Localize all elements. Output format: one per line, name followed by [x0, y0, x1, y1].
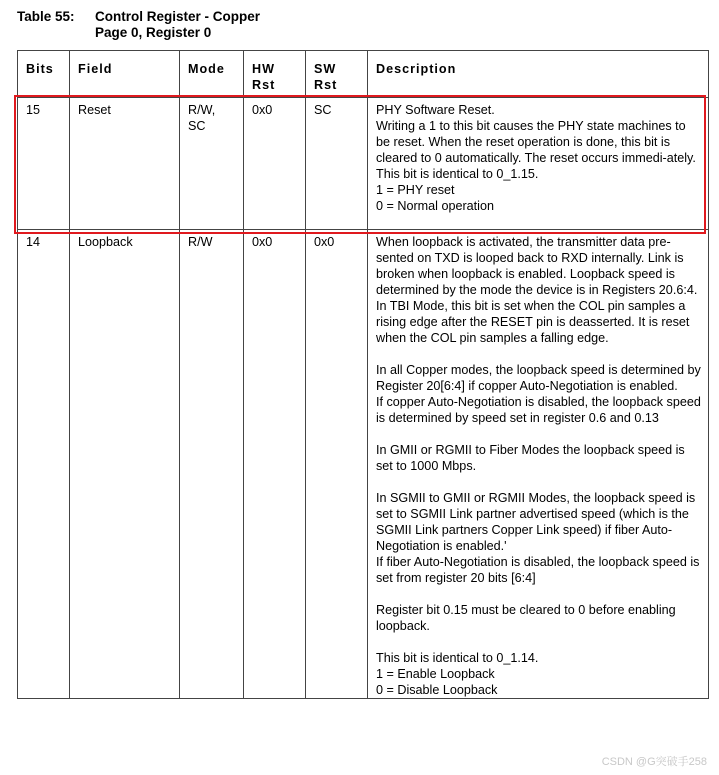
cell-mode: R/W, SC	[180, 98, 244, 230]
description-line: Writing a 1 to this bit causes the PHY state machines to be reset. When the reset operation is done, this bit is cleared to 0 automatically. The reset occurs immedi-ately.	[376, 119, 696, 165]
header-bits: Bits	[18, 51, 70, 98]
cell-hw-rst: 0x0	[244, 230, 306, 699]
description-paragraph: In SGMII to GMII or RGMII Modes, the loopback speed is set to SGMII Link partner advertised speed (which is the SGMII Link partners Copper Link speed) if fiber Auto-Negotiation is enabled.' If fiber Auto-Negotiation is disabled, the loopback speed is set from register 20 bits [6:4]	[376, 491, 700, 585]
watermark: CSDN @G突破手258	[601, 756, 707, 768]
description-line: 0 = Normal operation	[376, 199, 494, 213]
description-paragraph: When loopback is activated, the transmitter data pre-sented on TXD is looped back to RXD internally. Link is broken when loopback is enabled. Loopback speed is determined by the mode the device is in Registers 20.6:4. In TBI Mode, this bit is set when the COL pin samples a rising edge after the RESET pin is deasserted. It is reset when the COL pin samples a falling edge.	[376, 235, 698, 345]
cell-hw-rst: 0x0	[244, 98, 306, 230]
header-hw-rst: HW Rst	[244, 51, 306, 98]
description-paragraph: Register bit 0.15 must be cleared to 0 before enabling loopback.	[376, 603, 676, 633]
register-table	[17, 50, 709, 699]
header-mode: Mode	[180, 51, 244, 98]
cell-mode: R/W	[180, 230, 244, 699]
cell-field: Reset	[70, 98, 180, 230]
cell-bits: 15	[18, 98, 70, 230]
cell-description	[368, 230, 709, 699]
header-row	[18, 51, 709, 98]
cell-sw-rst: SC	[306, 98, 368, 230]
table-subtitle: Page 0, Register 0	[95, 25, 212, 40]
cell-field: Loopback	[70, 230, 180, 699]
description-line: 1 = PHY reset	[376, 183, 455, 197]
description-line: PHY Software Reset.	[376, 103, 495, 117]
table-title: Control Register - Copper	[95, 9, 261, 24]
cell-bits: 14	[18, 230, 70, 699]
table-number: Table 55:	[17, 9, 75, 24]
description-paragraph: This bit is identical to 0_1.14. 1 = Enable Loopback 0 = Disable Loopback	[376, 651, 539, 697]
cell-sw-rst: 0x0	[306, 230, 368, 699]
table-row-loopback	[18, 230, 709, 699]
description-paragraph: In all Copper modes, the loopback speed is determined by Register 20[6:4] if copper Auto-Negotiation is enabled. If copper Auto-Negotiation is disabled, the loopback speed is determined by speed set in register 0.6 and 0.13	[376, 363, 701, 425]
header-description: Description	[368, 51, 709, 98]
description-paragraph: In GMII or RGMII to Fiber Modes the loopback speed is set to 1000 Mbps.	[376, 443, 685, 473]
header-field: Field	[70, 51, 180, 98]
table-row-reset	[18, 98, 709, 230]
header-sw-rst: SW Rst	[306, 51, 368, 98]
description-line: This bit is identical to 0_1.15.	[376, 167, 539, 181]
cell-description	[368, 98, 709, 230]
